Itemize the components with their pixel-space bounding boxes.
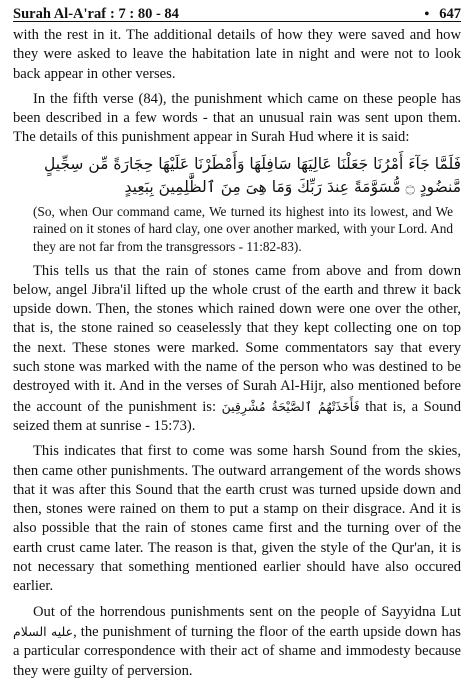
arabic-verse: فَلَمَّا جَآءَ أَمْرُنَا جَعَلْنَا عَالِيَهَا سَافِلَهَا وَأَمْطَرْنَا عَلَيْهَا حِجَارَةً مِّن سِجِّيلٍ مَّنضُودٍ ۝ مُّسَوَّمَةً عِندَ رَبِّكَ وَمَا هِىَ مِنَ ٱلظَّٰلِمِينَ بِبَعِيدٍ	[44, 154, 461, 196]
paragraph-1: with the rest in it. The additional details of how they were saved and how they were asked to leave the habitation late in night and were not to look back appear in other verses.	[13, 27, 461, 82]
paragraph-5-tail: , the punishment of turning the floor of the earth upside down has a particular correspondence with their act of shame and immodesty because they were guilty of perversion.	[13, 623, 461, 679]
paragraph-3-tail: that is, a Sound seized them at sunrise - 15:73).	[13, 398, 461, 434]
paragraph-4: This indicates that first to come was some harsh Sound from the skies, then came other punishments. The outward arrangement of the words shows that it was after this Sound that the earth crust was turned upside down and then, stones were rained on them to put a stamp on their disgrace. And it is also possible that the rain of stones came first and the turning over of the earth crust came later. The reason is that, given the style of the Qur'an, it is not necessary that something mentioned earlier should have also occured earlier.	[13, 443, 461, 595]
verse-range: : 7 : 80 - 84	[110, 6, 179, 22]
paragraph-2: In the fifth verse (84), the punishment which came on these people has been described in a few words - that an unusual rain was sent upon them. The details of this punishment appear in Surah Hud where it is said:	[13, 90, 461, 146]
header-left	[13, 6, 183, 23]
paragraph-5-text: Out of the horrendous punishments sent on the people of Sayyidna Lut	[33, 603, 461, 620]
header-dot: •	[424, 7, 430, 22]
verse-translation: (So, when Our command came, We turned its highest into its lowest, and We rained on it stones of hard clay, one over another marked, with your Lord. And they are not far from the transgressors - 11:82-83).	[33, 203, 453, 254]
surah-title: Surah Al-A'raf	[13, 6, 107, 22]
page-number: 647	[439, 6, 461, 22]
inline-arabic-honorific: عليه السلام	[13, 623, 74, 639]
running-header	[13, 0, 461, 22]
inline-arabic-quote: فَأَخَذَتْهُمُ ٱلصَّيْحَةُ مُشْرِقِينَ	[221, 398, 360, 414]
paragraph-3-text: This tells us that the rain of stones came from above and from down below, angel Jibra'il lifted up the whole crust of the earth and threw it back upside down. Then, the stones which rained down were one over the other, that is, the stone rained so ceaselessly that they kept collecting one on top the next. These stones were marked. Some commentators say that every such stone was marked with the name of the person who was destined to be destroyed with it. And in the verses of Surah Al-Hijr, also mentioned before the account of the punishment is:	[13, 262, 461, 415]
header-right	[424, 6, 461, 23]
paragraph-3	[13, 262, 461, 437]
paragraph-5	[13, 603, 461, 681]
